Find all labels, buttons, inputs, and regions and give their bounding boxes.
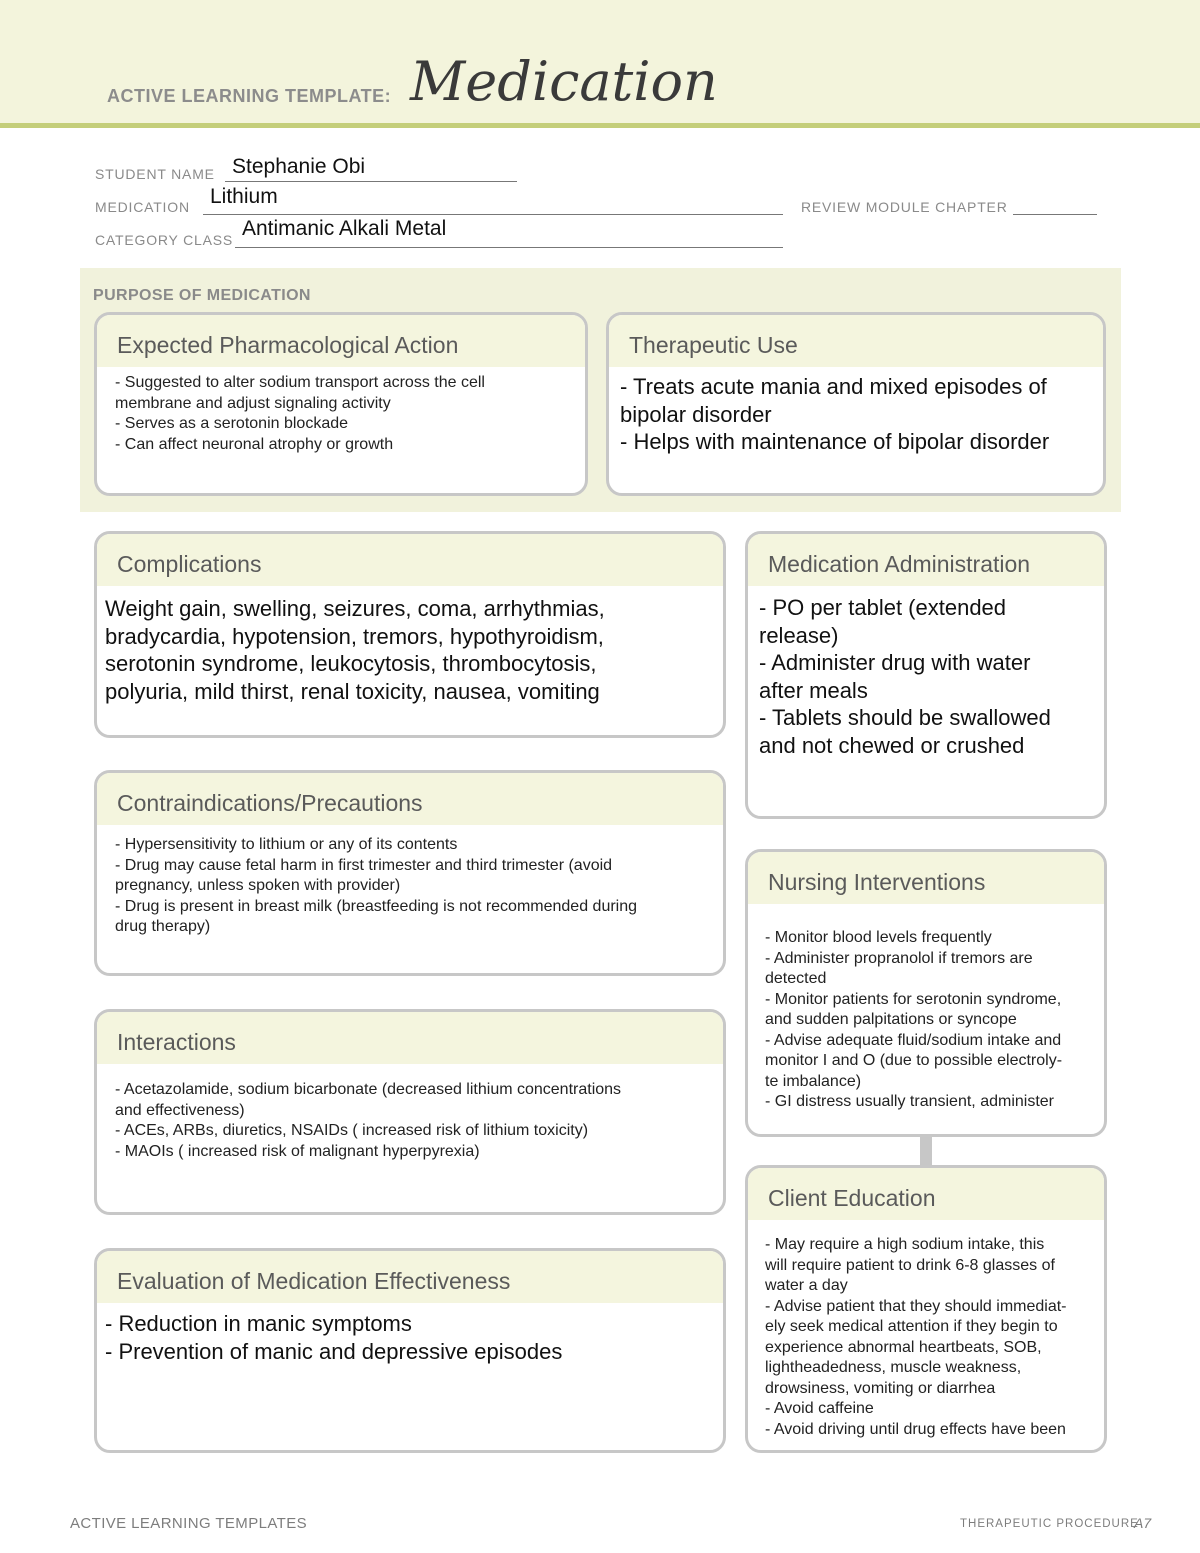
complications-line: serotonin syndrome, leukocytosis, thrombocytosis,	[105, 651, 597, 676]
administration-content[interactable]	[748, 586, 1104, 759]
evaluation-line: - Prevention of manic and depressive episodes	[105, 1338, 563, 1364]
client-education-line: ely seek medical attention if they begin to	[765, 1318, 1058, 1335]
therapeutic-use-line: - Treats acute mania and mixed episodes of	[620, 374, 1047, 399]
interactions-line: - MAOIs ( increased risk of malignant hyperpyrexia)	[115, 1142, 480, 1160]
client-education-line: - Advise patient that they should immediat-	[765, 1297, 1067, 1315]
category-class-value: Antimanic Alkali Metal	[242, 217, 447, 240]
client-education-line: will require patient to drink 6-8 glasses of	[765, 1256, 1055, 1274]
complications-title: Complications	[97, 534, 723, 586]
client-education-line: lightheadedness, muscle weakness,	[765, 1359, 1022, 1376]
nursing-interventions-title: Nursing Interventions	[748, 852, 1104, 904]
contraindications-line: - Hypersensitivity to lithium or any of its contents	[115, 836, 458, 853]
contraindications-line: - Drug may cause fetal harm in first trimester and third trimester (avoid	[115, 856, 613, 874]
nursing-line: - Advise adequate fluid/sodium intake and	[765, 1031, 1062, 1049]
therapeutic-use-line: bipolar disorder	[620, 401, 772, 427]
expected-action-box	[94, 312, 588, 496]
header-divider	[0, 123, 1200, 128]
interactions-line: - Acetazolamide, sodium bicarbonate (decreased lithium concentrations	[115, 1081, 622, 1098]
therapeutic-use-line: - Helps with maintenance of bipolar disorder	[620, 429, 1050, 454]
contraindications-box	[94, 770, 726, 976]
category-class-label: CATEGORY CLASS	[95, 232, 234, 248]
client-education-line: - Avoid driving until drug effects have been	[765, 1420, 1066, 1438]
nursing-interventions-content[interactable]	[748, 904, 1104, 1113]
interactions-box	[94, 1009, 726, 1215]
nursing-line: - GI distress usually transient, administer	[765, 1093, 1054, 1110]
administration-line: - Administer drug with water	[759, 650, 1031, 675]
therapeutic-use-title: Therapeutic Use	[609, 315, 1103, 367]
page-title: Medication	[410, 50, 718, 113]
contraindications-content[interactable]	[97, 825, 723, 938]
contraindications-line: drug therapy)	[115, 918, 211, 935]
nursing-line: detected	[765, 970, 827, 987]
client-education-line: water a day	[765, 1277, 848, 1294]
client-education-line: - May require a high sodium intake, this	[765, 1236, 1045, 1253]
client-education-line: experience abnormal heartbeats, SOB,	[765, 1338, 1042, 1356]
administration-line: - Tablets should be swallowed	[759, 705, 1051, 730]
template-label: ACTIVE LEARNING TEMPLATE:	[107, 86, 392, 106]
administration-line: after meals	[759, 677, 868, 703]
nursing-interventions-box	[745, 849, 1107, 1137]
interactions-line: and effectiveness)	[115, 1101, 245, 1119]
interactions-content[interactable]	[97, 1064, 723, 1162]
interactions-line: - ACEs, ARBs, diuretics, NSAIDs ( increased risk of lithium toxicity)	[115, 1122, 589, 1139]
evaluation-title: Evaluation of Medication Effectiveness	[97, 1251, 723, 1303]
nursing-line: - Administer propranolol if tremors are	[765, 949, 1033, 967]
footer-section: THERAPEUTIC PROCEDURE	[960, 1518, 1139, 1530]
client-education-line: drowsiness, vomiting or diarrhea	[765, 1379, 996, 1397]
client-education-title: Client Education	[748, 1168, 1104, 1220]
administration-line: - PO per tablet (extended	[759, 595, 1007, 620]
complications-box	[94, 531, 726, 738]
medication-field[interactable]	[203, 194, 783, 215]
client-education-box	[745, 1165, 1107, 1453]
administration-title: Medication Administration	[748, 534, 1104, 586]
evaluation-box	[94, 1248, 726, 1453]
administration-line: release)	[759, 622, 839, 648]
page-number: A7	[1134, 1515, 1152, 1531]
contraindications-line: - Drug is present in breast milk (breastfeeding is not recommended during	[115, 897, 638, 915]
administration-box	[745, 531, 1107, 819]
nursing-line: monitor I and O (due to possible electroly-	[765, 1052, 1063, 1069]
box-connector	[920, 1135, 932, 1167]
nursing-line: - Monitor patients for serotonin syndrome,	[765, 990, 1062, 1008]
therapeutic-use-content[interactable]	[609, 367, 1103, 456]
contraindications-line: pregnancy, unless spoken with provider)	[115, 877, 401, 894]
student-name-value: Stephanie Obi	[232, 155, 366, 178]
expected-action-line: membrane and adjust signaling activity	[115, 394, 391, 412]
evaluation-line: - Reduction in manic symptoms	[105, 1311, 412, 1336]
complications-line: bradycardia, hypotension, tremors, hypothyroidism,	[105, 623, 604, 649]
administration-line: and not chewed or crushed	[759, 732, 1025, 758]
expected-action-line: - Suggested to alter sodium transport across the cell	[115, 374, 485, 391]
contraindications-title: Contraindications/Precautions	[97, 773, 723, 825]
complications-content[interactable]	[97, 586, 723, 705]
evaluation-content[interactable]	[97, 1303, 723, 1365]
nursing-line: and sudden palpitations or syncope	[765, 1011, 1017, 1028]
client-education-content[interactable]	[748, 1220, 1104, 1440]
student-name-label: STUDENT NAME	[95, 166, 215, 182]
complications-line: polyuria, mild thirst, renal toxicity, nausea, vomiting	[105, 678, 600, 704]
footer-title: ACTIVE LEARNING TEMPLATES	[70, 1515, 307, 1532]
purpose-label: PURPOSE OF MEDICATION	[93, 287, 311, 304]
medication-value: Lithium	[210, 185, 278, 208]
expected-action-line: - Can affect neuronal atrophy or growth	[115, 435, 394, 453]
review-module-label: REVIEW MODULE CHAPTER	[801, 199, 1008, 215]
client-education-line: - Avoid caffeine	[765, 1400, 874, 1417]
complications-line: Weight gain, swelling, seizures, coma, arrhythmias,	[105, 596, 605, 621]
expected-action-content[interactable]	[97, 367, 585, 455]
expected-action-line: - Serves as a serotonin blockade	[115, 415, 349, 432]
review-module-field[interactable]	[1013, 194, 1097, 215]
interactions-title: Interactions	[97, 1012, 723, 1064]
nursing-line: te imbalance)	[765, 1072, 862, 1090]
medication-label: MEDICATION	[95, 199, 190, 215]
nursing-line: - Monitor blood levels frequently	[765, 929, 992, 946]
therapeutic-use-box	[606, 312, 1106, 496]
expected-action-title: Expected Pharmacological Action	[97, 315, 585, 367]
